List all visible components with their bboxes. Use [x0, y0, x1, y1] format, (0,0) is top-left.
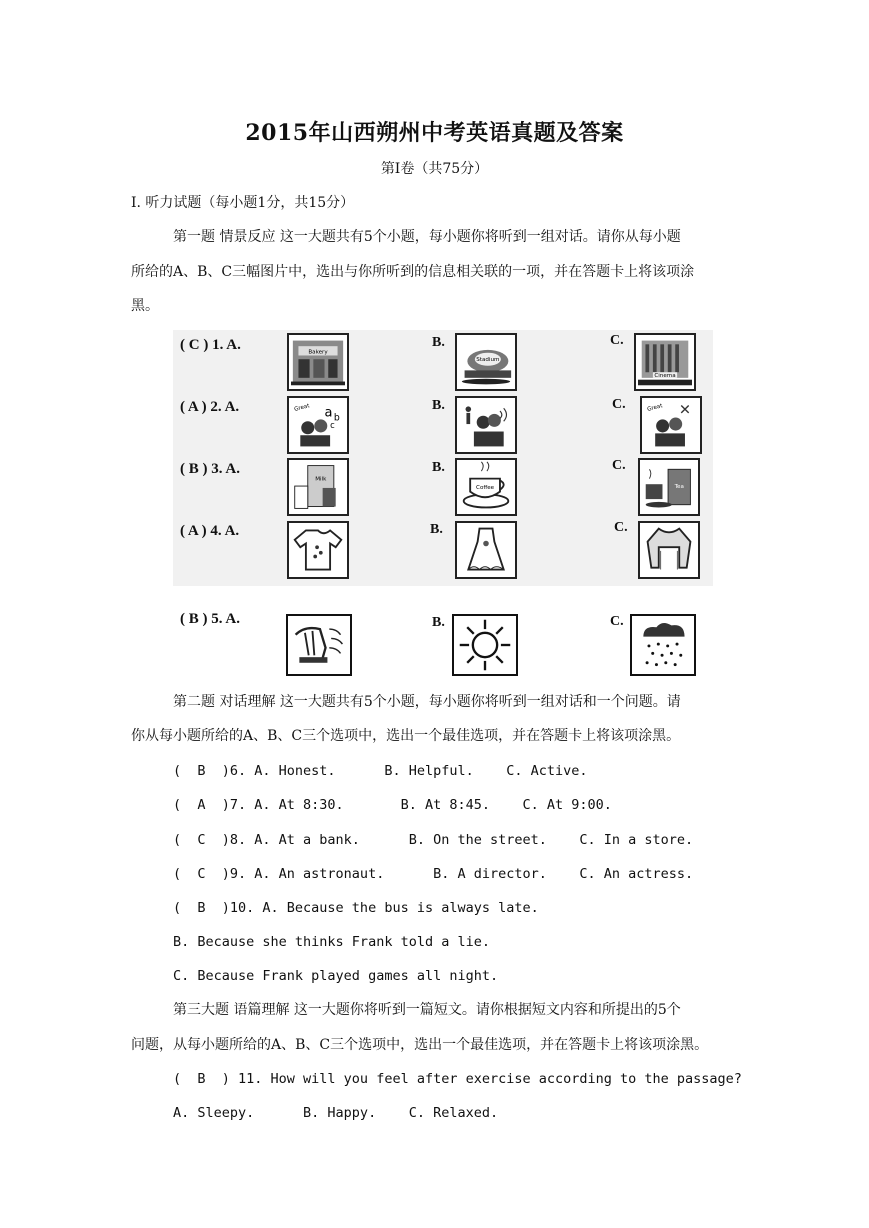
windy-weather-picture — [286, 614, 352, 676]
part1-intro-line-3: 黑。 — [131, 298, 159, 314]
question-5-option-c-label: C. — [610, 614, 624, 629]
coffee-cup-label: Coffee — [476, 484, 495, 491]
part1-intro-line-2: 所给的A、B、C三幅图片中，选出与你所听到的信息相关联的一项，并在答题卡上将该项涂 — [131, 264, 695, 280]
question-5-label: ( B ) 5. A. — [180, 611, 240, 627]
question-11: ( B ) 11. How will you feel after exercise according to the passage? — [173, 1071, 742, 1087]
question-1-option-c-label: C. — [610, 333, 624, 348]
question-3-option-c-label: C. — [612, 458, 626, 473]
great-speech-a: Great — [293, 403, 311, 413]
tshirt-picture — [287, 521, 349, 579]
paper-subtitle: 第Ⅰ卷（共75分） — [380, 161, 489, 177]
question-10-option-b: B. Because she thinks Frank told a lie. — [173, 934, 490, 950]
question-6: ( B )6. A. Honest. B. Helpful. C. Active. — [173, 763, 588, 779]
page-title: 2015年山西朔州中考英语真题及答案 — [245, 120, 624, 146]
dress-picture — [455, 521, 517, 579]
question-9: ( C )9. A. An astronaut. B. A director. C. An actress. — [173, 866, 694, 882]
rainy-weather-picture — [630, 614, 696, 676]
question-4-option-b-label: B. — [430, 522, 443, 537]
question-1-label: ( C ) 1. A. — [180, 337, 241, 353]
part3-intro-line-2: 问题，从每小题所给的A、B、C三个选项中，选出一个最佳选项，并在答题卡上将该项涂黑。 — [131, 1037, 709, 1053]
part2-intro-line-1: 第二题 对话理解 这一大题共有5个小题，每小题你将听到一组对话和一个问题。请 — [173, 694, 681, 710]
tea-picture — [638, 458, 700, 516]
great-speech-c: Great — [646, 403, 664, 413]
question-3-option-b-label: B. — [432, 460, 445, 475]
coffee-picture — [455, 458, 517, 516]
svg-text:a: a — [324, 405, 333, 421]
bakery-picture — [287, 333, 349, 391]
talking-abc-picture — [287, 396, 349, 454]
sweater-picture — [638, 521, 700, 579]
question-4-label: ( A ) 4. A. — [180, 523, 240, 539]
question-2-option-b-label: B. — [432, 398, 445, 413]
picture-question-area — [173, 330, 713, 586]
question-7: ( A )7. A. At 8:30. B. At 8:45. C. At 9:00. — [173, 797, 612, 813]
svg-text:b: b — [333, 412, 340, 424]
cinema-picture — [634, 333, 696, 391]
question-2-label: ( A ) 2. A. — [180, 399, 240, 415]
part1-intro-line-1: 第一题 情景反应 这一大题共有5个小题，每小题你将听到一组对话。请你从每小题 — [173, 229, 681, 245]
part3-intro-line-1: 第三大题 语篇理解 这一大题你将听到一篇短文。请你根据短文内容和所提出的5个 — [173, 1002, 681, 1018]
milk-carton-label: Milk — [315, 476, 327, 483]
milk-picture — [287, 458, 349, 516]
talking-great-picture — [640, 396, 702, 454]
cinema-sign: Cinema — [654, 372, 676, 379]
question-3-label: ( B ) 3. A. — [180, 461, 240, 477]
question-4-option-c-label: C. — [614, 520, 628, 535]
question-11-options: A. Sleepy. B. Happy. C. Relaxed. — [173, 1105, 499, 1121]
stadium-sign: Stadium — [476, 357, 500, 364]
question-8: ( C )8. A. At a bank. B. On the street. C. In a store. — [173, 832, 694, 848]
question-10: ( B )10. A. Because the bus is always late. — [173, 900, 539, 916]
question-10-option-c: C. Because Frank played games all night. — [173, 968, 499, 984]
bakery-sign: Bakery — [308, 349, 328, 356]
listening-picture — [455, 396, 517, 454]
question-1-option-b-label: B. — [432, 335, 445, 350]
sunny-weather-picture — [452, 614, 518, 676]
part2-intro-line-2: 你从每小题所给的A、B、C三个选项中，选出一个最佳选项，并在答题卡上将该项涂黑。 — [131, 728, 681, 744]
tea-box-label: Tea — [674, 483, 684, 490]
question-2-option-c-label: C. — [612, 397, 626, 412]
svg-text:c: c — [330, 419, 335, 430]
section-heading: I. 听力试题（每小题1分，共15分） — [131, 195, 355, 211]
stadium-picture — [455, 333, 517, 391]
question-5-option-b-label: B. — [432, 615, 445, 630]
